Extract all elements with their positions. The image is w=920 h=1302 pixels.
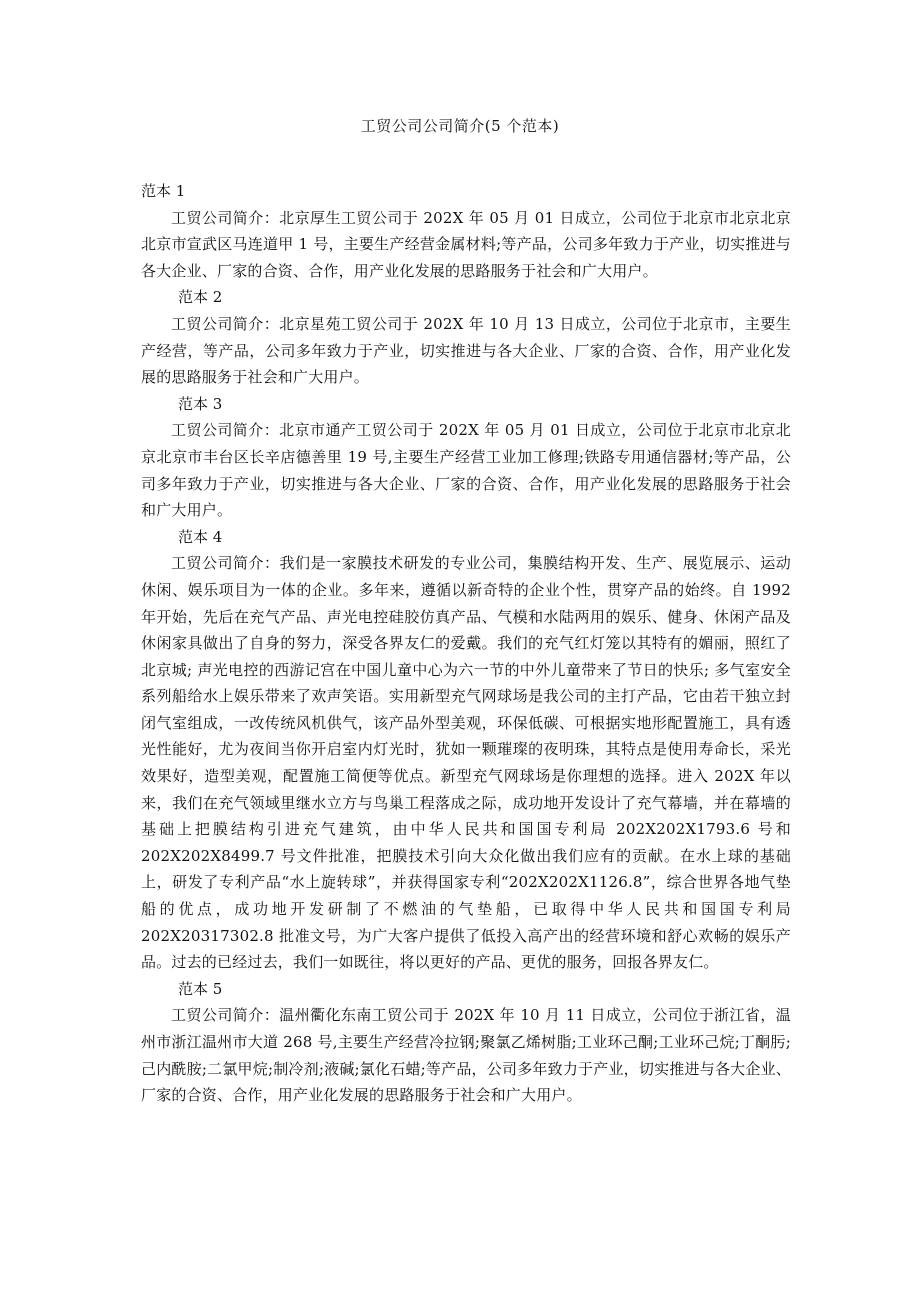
- document-title: 工贸公司公司简介(5 个范本): [360, 117, 560, 135]
- section-label-2: 范本 2: [178, 288, 223, 307]
- section-label-3: 范本 3: [178, 394, 223, 413]
- section-label-4: 范本 4: [178, 527, 223, 546]
- section-label-1: 范本 1: [141, 182, 186, 200]
- document-body: [141, 178, 791, 1109]
- section-label-5: 范本 5: [178, 979, 223, 998]
- section-paragraph-3: 工贸公司简介：北京市通产工贸公司于 202X 年 05 月 01 日成立，公司位于北京市北京北京北京市丰台区长辛店德善里 19 号,主要生产经营工业加工修理;铁路专用通信器材;等产品，公司多年致力于产业，切实推进与各大企业、厂家的合资、合作，用产业化发展的思路服务于社会和广大用户。: [141, 421, 791, 520]
- section-paragraph-4: 工贸公司简介：我们是一家膜技术研发的专业公司，集膜结构开发、生产、展览展示、运动休闲、娱乐项目为一体的企业。多年来，遵循以新奇特的企业个性，贯穿产品的始终。自 1992 年开始，先后在充气产品、声光电控硅胶仿真产品、气模和水陆两用的娱乐、健身、休闲产品及休闲家具做出了自身的努力，深受各界友仁的爱戴。我们的充气红灯笼以其特有的媚丽，照红了北京城; 声光电控的西游记宫在中国儿童中心为六一节的中外儿童带来了节日的快乐; 多气室安全系列船给水上娱乐带来了欢声笑语。实用新型充气网球场是我公司的主打产品，它由若干独立封闭气室组成，一改传统风机供气，该产品外型美观，环保低碳、可根据实地形配置施工，具有透光性能好，尤为夜间当你开启室内灯光时，犹如一颗璀璨的夜明珠，其特点是使用寿命长，采光效果好，造型美观，配置施工简便等优点。新型充气网球场是你理想的选择。进入 202X 年以来，我们在充气领域里继水立方与鸟巢工程落成之际，成功地开发设计了充气幕墙，并在幕墙的基础上把膜结构引进充气建筑，由中华人民共和国国专利局 202X202X1793.6 号和 202X202X8499.7 号文件批准，把膜技术引向大众化做出我们应有的贡献。在水上球的基础上，研发了专利产品“水上旋转球”，并获得国家专利“202X202X1126.8”，综合世界各地气垫船的优点，成功地开发研制了不燃油的气垫船，已取得中华人民共和国国专利局 202X20317302.8 批准文号，为广大客户提供了低投入高产出的经营环境和舒心欢畅的娱乐产品。过去的已经过去，我们一如既往，将以更好的产品、更优的服务，回报各界友仁。: [141, 554, 791, 972]
- section-paragraph-2: 工贸公司简介：北京星苑工贸公司于 202X 年 10 月 13 日成立，公司位于北京市，主要生产经营，等产品，公司多年致力于产业，切实推进与各大企业、厂家的合资、合作，用产业化发展的思路服务于社会和广大用户。: [141, 314, 791, 387]
- section-paragraph-5: 工贸公司简介：温州衢化东南工贸公司于 202X 年 10 月 11 日成立，公司位于浙江省，温州市浙江温州市大道 268 号,主要生产经营冷拉钢;聚氯乙烯树脂;工业环己酮;工业环己烷;丁酮肟;己内酰胺;二氯甲烷;制冷剂;液碱;氯化石蜡;等产品，公司多年致力于产业，切实推进与各大企业、厂家的合资、合作，用产业化发展的思路服务于社会和广大用户。: [141, 1006, 791, 1105]
- section-paragraph-1: 工贸公司简介：北京厚生工贸公司于 202X 年 05 月 01 日成立，公司位于北京市北京北京北京市宣武区马连道甲 1 号，主要生产经营金属材料;等产品，公司多年致力于产业，切实推进与各大企业、厂家的合资、合作，用产业化发展的思路服务于社会和广大用户。: [141, 208, 791, 280]
